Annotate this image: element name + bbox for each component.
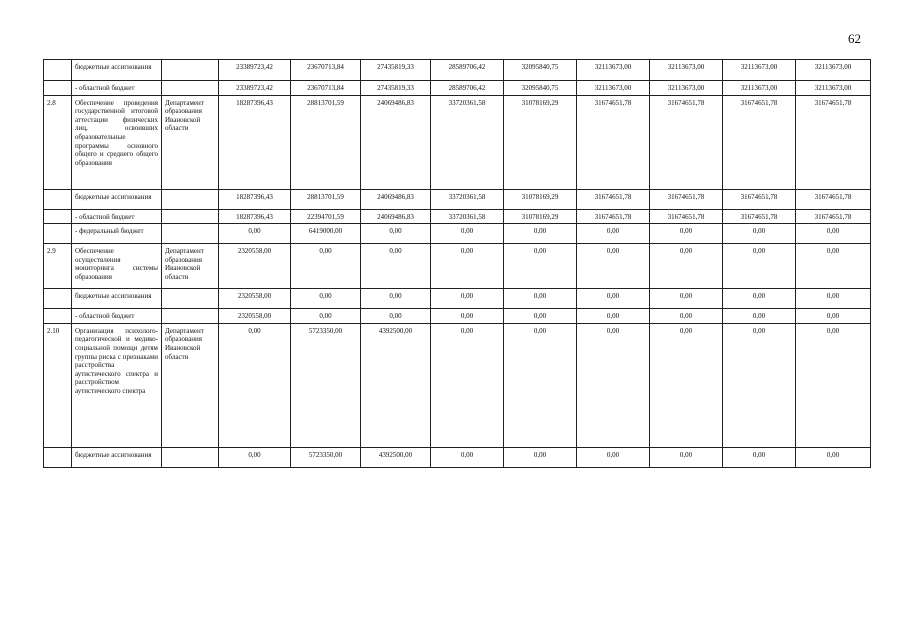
amount-cell: 0,00	[219, 447, 291, 467]
amount-cell: 2320558,00	[219, 309, 291, 324]
amount-cell: 0,00	[723, 224, 796, 244]
table-row-subtotal	[44, 81, 871, 96]
table-row-item	[44, 95, 871, 189]
item-number-cell	[44, 209, 72, 224]
executor-cell: Департамент образования Ивановской области	[162, 323, 219, 447]
amount-cell: 0,00	[431, 323, 504, 447]
amount-cell: 0,00	[650, 244, 723, 289]
amount-cell: 0,00	[219, 323, 291, 447]
item-name-cell: бюджетные ассигнования	[72, 60, 162, 81]
amount-cell: 0,00	[796, 447, 871, 467]
table-row-subtotal	[44, 209, 871, 224]
executor-cell: Департамент образования Ивановской области	[162, 95, 219, 189]
amount-cell: 4392500,00	[361, 323, 431, 447]
amount-cell: 27435819,33	[361, 81, 431, 96]
amount-cell: 0,00	[504, 309, 577, 324]
amount-cell: 0,00	[504, 323, 577, 447]
item-number-cell	[44, 289, 72, 309]
executor-cell	[162, 209, 219, 224]
amount-cell: 0,00	[723, 244, 796, 289]
amount-cell: 23389723,42	[219, 81, 291, 96]
amount-cell: 0,00	[431, 224, 504, 244]
amount-cell: 0,00	[650, 323, 723, 447]
table-row-subtotal	[44, 289, 871, 309]
amount-cell: 33720361,58	[431, 209, 504, 224]
amount-cell: 31674651,78	[577, 95, 650, 189]
amount-cell: 24069486,83	[361, 209, 431, 224]
item-number-cell	[44, 60, 72, 81]
item-name-cell: - областной бюджет	[72, 209, 162, 224]
amount-cell: 0,00	[577, 447, 650, 467]
amount-cell: 0,00	[650, 224, 723, 244]
executor-cell: Департамент образования Ивановской области	[162, 244, 219, 289]
amount-cell: 0,00	[650, 309, 723, 324]
amount-cell: 23670713,84	[291, 60, 361, 81]
amount-cell: 6419000,00	[291, 224, 361, 244]
amount-cell: 22394701,59	[291, 209, 361, 224]
amount-cell: 0,00	[361, 309, 431, 324]
table-row-subtotal	[44, 309, 871, 324]
amount-cell: 0,00	[291, 244, 361, 289]
amount-cell: 23389723,42	[219, 60, 291, 81]
item-number-cell	[44, 81, 72, 96]
amount-cell: 2320558,00	[219, 244, 291, 289]
amount-cell: 4392500,00	[361, 447, 431, 467]
amount-cell: 0,00	[361, 244, 431, 289]
amount-cell: 0,00	[431, 244, 504, 289]
amount-cell: 0,00	[796, 323, 871, 447]
amount-cell: 0,00	[796, 309, 871, 324]
amount-cell: 0,00	[431, 289, 504, 309]
executor-cell	[162, 309, 219, 324]
amount-cell: 0,00	[796, 289, 871, 309]
item-number-cell	[44, 189, 72, 209]
item-name-cell: - областной бюджет	[72, 81, 162, 96]
amount-cell: 2320558,00	[219, 289, 291, 309]
amount-cell: 0,00	[650, 447, 723, 467]
amount-cell: 0,00	[504, 447, 577, 467]
budget-table	[43, 59, 871, 468]
executor-cell	[162, 81, 219, 96]
item-number-cell	[44, 224, 72, 244]
amount-cell: 32113673,00	[650, 60, 723, 81]
amount-cell: 32113673,00	[723, 60, 796, 81]
amount-cell: 0,00	[723, 309, 796, 324]
amount-cell: 18287396,43	[219, 189, 291, 209]
amount-cell: 18287396,43	[219, 95, 291, 189]
amount-cell: 0,00	[577, 323, 650, 447]
amount-cell: 0,00	[577, 224, 650, 244]
amount-cell: 0,00	[577, 309, 650, 324]
amount-cell: 31674651,78	[650, 189, 723, 209]
amount-cell: 32095840,75	[504, 60, 577, 81]
executor-cell	[162, 224, 219, 244]
amount-cell: 31674651,78	[723, 95, 796, 189]
amount-cell: 31674651,78	[650, 209, 723, 224]
amount-cell: 24069486,83	[361, 95, 431, 189]
amount-cell: 5723350,00	[291, 447, 361, 467]
amount-cell: 31674651,78	[796, 209, 871, 224]
item-name-cell: - областной бюджет	[72, 309, 162, 324]
amount-cell: 32113673,00	[577, 60, 650, 81]
amount-cell: 33720361,58	[431, 95, 504, 189]
amount-cell: 0,00	[291, 289, 361, 309]
item-number-cell	[44, 309, 72, 324]
amount-cell: 0,00	[723, 447, 796, 467]
table-row-subtotal	[44, 189, 871, 209]
page-number: 62	[848, 31, 861, 46]
amount-cell: 0,00	[577, 289, 650, 309]
amount-cell: 32113673,00	[796, 60, 871, 81]
amount-cell: 0,00	[723, 289, 796, 309]
amount-cell: 0,00	[431, 309, 504, 324]
amount-cell: 23670713,84	[291, 81, 361, 96]
table-row-item	[44, 244, 871, 289]
amount-cell: 32113673,00	[577, 81, 650, 96]
amount-cell: 31078169,29	[504, 95, 577, 189]
amount-cell: 0,00	[650, 289, 723, 309]
executor-cell	[162, 60, 219, 81]
amount-cell: 0,00	[504, 224, 577, 244]
amount-cell: 31674651,78	[650, 95, 723, 189]
amount-cell: 0,00	[723, 323, 796, 447]
amount-cell: 32095840,75	[504, 81, 577, 96]
table-row-subtotal	[44, 224, 871, 244]
amount-cell: 28813701,59	[291, 95, 361, 189]
amount-cell: 24069486,83	[361, 189, 431, 209]
amount-cell: 31674651,78	[723, 209, 796, 224]
amount-cell: 31674651,78	[796, 189, 871, 209]
amount-cell: 0,00	[796, 224, 871, 244]
amount-cell: 31674651,78	[577, 189, 650, 209]
amount-cell: 0,00	[504, 244, 577, 289]
amount-cell: 5723350,00	[291, 323, 361, 447]
item-name-cell: - федеральный бюджет	[72, 224, 162, 244]
amount-cell: 0,00	[361, 289, 431, 309]
amount-cell: 0,00	[796, 244, 871, 289]
item-number-cell	[44, 447, 72, 467]
amount-cell: 31674651,78	[577, 209, 650, 224]
amount-cell: 28813701,59	[291, 189, 361, 209]
amount-cell: 0,00	[577, 244, 650, 289]
executor-cell	[162, 289, 219, 309]
table-row-subtotal	[44, 447, 871, 467]
item-name-cell: бюджетные ассигнования	[72, 447, 162, 467]
item-name-cell: Обеспечение осуществления мониторинга системы образования	[72, 244, 162, 289]
table-row-item	[44, 323, 871, 447]
table-row-subtotal	[44, 60, 871, 81]
amount-cell: 32113673,00	[723, 81, 796, 96]
amount-cell: 0,00	[431, 447, 504, 467]
amount-cell: 31078169,29	[504, 209, 577, 224]
amount-cell: 18287396,43	[219, 209, 291, 224]
executor-cell	[162, 447, 219, 467]
executor-cell	[162, 189, 219, 209]
amount-cell: 0,00	[504, 289, 577, 309]
item-name-cell: бюджетные ассигнования	[72, 189, 162, 209]
item-name-cell: Обеспечение проведения государственной итоговой аттестации физических лиц, освоивших образовательные программы основного общего и среднего общего образования	[72, 95, 162, 189]
amount-cell: 31674651,78	[723, 189, 796, 209]
item-number-cell: 2.8	[44, 95, 72, 189]
table-body	[44, 60, 871, 468]
amount-cell: 32113673,00	[796, 81, 871, 96]
item-name-cell: Организация психолого-педагогической и медико-социальной помощи детям группы риска с признаками расстройства аутистического спектра и расстройством аутистического спектра	[72, 323, 162, 447]
amount-cell: 0,00	[361, 224, 431, 244]
amount-cell: 0,00	[291, 309, 361, 324]
amount-cell: 32113673,00	[650, 81, 723, 96]
amount-cell: 27435819,33	[361, 60, 431, 81]
amount-cell: 31674651,78	[796, 95, 871, 189]
amount-cell: 31078169,29	[504, 189, 577, 209]
amount-cell: 28589706,42	[431, 81, 504, 96]
amount-cell: 0,00	[219, 224, 291, 244]
amount-cell: 33720361,58	[431, 189, 504, 209]
item-number-cell: 2.9	[44, 244, 72, 289]
item-number-cell: 2.10	[44, 323, 72, 447]
item-name-cell: бюджетные ассигнования	[72, 289, 162, 309]
amount-cell: 28589706,42	[431, 60, 504, 81]
